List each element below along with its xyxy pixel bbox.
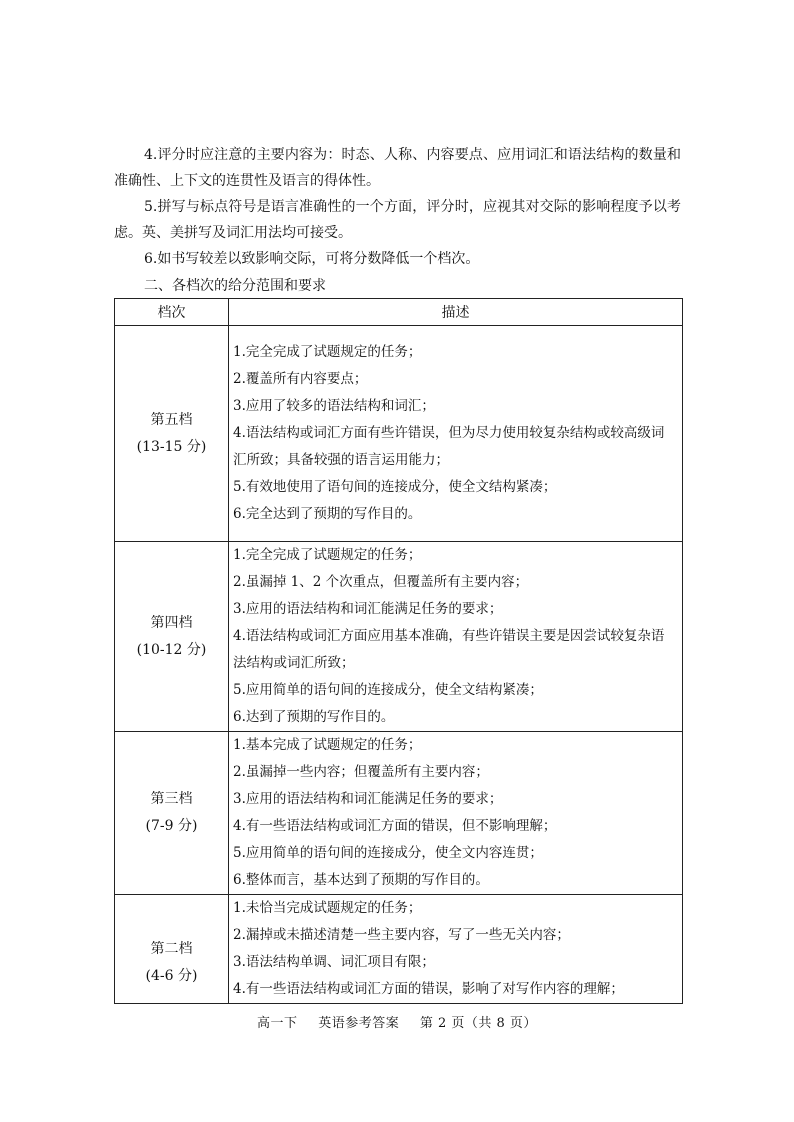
criterion-line: 5.应用简单的语句间的连接成分，使全文结构紧凑； <box>233 682 543 698</box>
table-row <box>115 326 683 542</box>
level-name: 第四档 <box>150 614 193 631</box>
scoring-note-4: 4.评分时应注意的主要内容为：时态、人称、内容要点、应用词汇和语法结构的数量和准确性、上下文的连贯性及语言的得体性。 <box>114 147 681 189</box>
table-row <box>115 542 683 732</box>
description-cell <box>229 732 683 895</box>
criterion-line: 2.覆盖所有内容要点； <box>233 371 368 387</box>
criterion-line: 3.应用了较多的语法结构和词汇； <box>233 398 435 414</box>
criterion-line: 6.完全达到了预期的写作目的。 <box>233 506 422 522</box>
footer-grade: 高一下 <box>257 1016 298 1031</box>
level-cell <box>115 895 229 1004</box>
header-level: 档次 <box>115 299 229 326</box>
criterion-line: 1.完全完成了试题规定的任务； <box>233 547 422 563</box>
section-title: 二、各档次的给分范围和要求 <box>144 278 326 294</box>
criterion-line: 1.基本完成了试题规定的任务； <box>233 737 422 753</box>
header-description: 描述 <box>229 299 683 326</box>
level-cell <box>115 542 229 732</box>
level-cell <box>115 326 229 542</box>
criterion-line: 2.虽漏掉一些内容；但覆盖所有主要内容； <box>233 764 489 780</box>
criterion-line: 2.虽漏掉 1、2 个次重点，但覆盖所有主要内容； <box>233 574 529 590</box>
criterion-line: 6.整体而言，基本达到了预期的写作目的。 <box>233 872 489 888</box>
level-score-range: (13-15 分) <box>136 438 207 455</box>
description-cell <box>229 542 683 732</box>
level-name: 第二档 <box>150 940 193 957</box>
criterion-line: 4.语法结构或词汇方面有些许错误，但为尽力使用较复杂结构或较高级词 <box>233 425 665 441</box>
footer-subject: 英语参考答案 <box>318 1016 400 1031</box>
description-cell <box>229 326 683 542</box>
criterion-line: 4.有一些语法结构或词汇方面的错误，影响了对写作内容的理解； <box>233 981 624 997</box>
level-score-range: (4-6 分) <box>145 967 198 984</box>
criterion-line: 5.有效地使用了语句间的连接成分，使全文结构紧凑； <box>233 479 557 495</box>
criterion-line: 3.应用的语法结构和词汇能满足任务的要求； <box>233 791 503 807</box>
footer-page-number: 第 2 页（共 8 页） <box>419 1016 537 1031</box>
criterion-line: 6.达到了预期的写作目的。 <box>233 709 395 725</box>
table-header-row <box>115 299 683 326</box>
table-row <box>115 732 683 895</box>
criterion-line: 法结构或词汇所致； <box>233 655 355 671</box>
criterion-line: 3.应用的语法结构和词汇能满足任务的要求； <box>233 601 503 617</box>
level-score-range: (10-12 分) <box>136 641 207 658</box>
table-row <box>115 895 683 1004</box>
criterion-line: 4.语法结构或词汇方面应用基本准确，有些许错误主要是因尝试较复杂语 <box>233 628 665 644</box>
criterion-line: 3.语法结构单调、词汇项目有限； <box>233 954 435 970</box>
criterion-line: 汇所致；具备较强的语言运用能力； <box>233 452 449 468</box>
description-cell <box>229 895 683 1004</box>
page-footer <box>0 1012 794 1031</box>
criterion-line: 4.有一些语法结构或词汇方面的错误，但不影响理解； <box>233 818 557 834</box>
scoring-note-6: 6.如书写较差以致影响交际，可将分数降低一个档次。 <box>144 251 480 267</box>
criterion-line: 1.完全完成了试题规定的任务； <box>233 344 422 360</box>
level-score-range: (7-9 分) <box>145 818 198 834</box>
criterion-line: 2.漏掉或未描述清楚一些主要内容，写了一些无关内容； <box>233 927 570 943</box>
scoring-note-5: 5.拼写与标点符号是语言准确性的一个方面，评分时，应视其对交际的影响程度予以考虑。英、美拼写及词汇用法均可接受。 <box>114 199 681 241</box>
grading-table <box>114 298 683 1004</box>
level-name: 第五档 <box>150 411 193 428</box>
level-name: 第三档 <box>150 791 193 807</box>
criterion-line: 5.应用简单的语句间的连接成分，使全文内容连贯； <box>233 845 543 861</box>
level-cell <box>115 732 229 895</box>
criterion-line: 1.未恰当完成试题规定的任务； <box>233 900 422 916</box>
